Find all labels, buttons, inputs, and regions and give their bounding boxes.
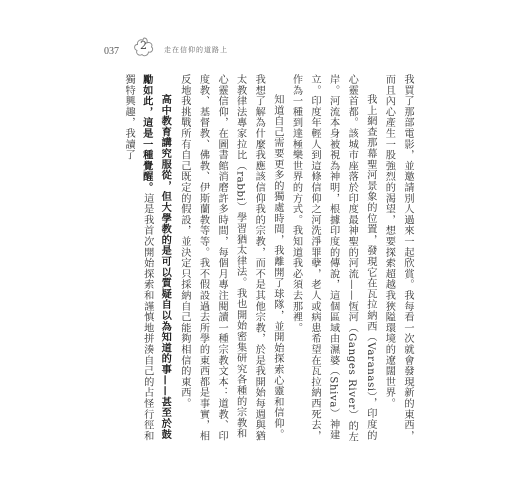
paragraph: 我上網查那幕聖河景象的位置，發現它在瓦拉納西（Varanasi），印度的心靈首都。該城市座落於印度最神聖的河流——恆河（Ganges River）的左岸。河流本身被視為神明，根據印度的傳說，這個區域由濕婆（Shiva）神建立。印度年輕人到這條信仰之河洗淨罪孽，老人或病患希望在瓦拉納西死去，作為一種到達極樂世界的方式。我知道我必須去那裡。	[290, 74, 376, 443]
paragraph-continuation: 這是我首次開始探索和謹慎地拼湊自己的占怪行徑和獨特興趣，我讀了	[123, 74, 153, 442]
paragraph: 知道自己需要更多的獨處時間，我離開了球隊，並開始探索心靈和信仰。我想了解為什麼我應該信仰我的宗教，而不是其他宗教，於是我開始每週與猶太教律法專家拉比（rabbi）學習猶太律法。我也開始密集研究各種的宗教和心靈信仰，在圖書館消磨許多時間，每個月專注閱讀一種宗教文本：道教、印度教、基督教、佛教、伊斯蘭教等等。我不假設過去所學的東西都是事實，相反地我挑戰所有自己既定的假設，並決定只採納自己能夠相信的東西。	[178, 74, 283, 442]
chapter-numeral: 2	[140, 39, 147, 52]
emphasized-text: 高中教育講究服從，但大學教的是可以質疑自以為知道的事——甚至於鼓勵如此，這是一種覺醒。	[140, 74, 172, 440]
chapter-emblem	[132, 36, 156, 58]
page-number: 037	[104, 46, 119, 57]
paragraph	[119, 74, 175, 444]
body-text	[116, 74, 416, 444]
paragraph: 我買了那部電影，並邀請別人過來一起欣賞。我每看一次就會發現新的東西，而且內心產生一股強烈的渴望，想要探索超越我狹隘環境的遼闊世界。	[383, 74, 413, 442]
running-head: 走在信仰的道路上	[164, 46, 228, 54]
